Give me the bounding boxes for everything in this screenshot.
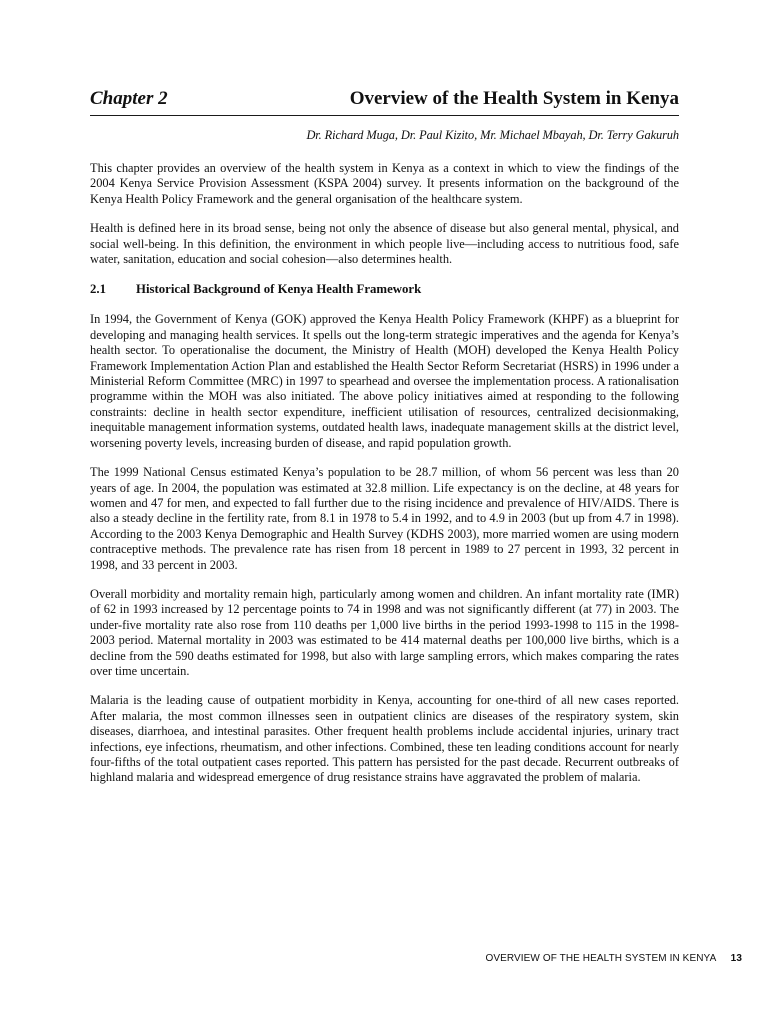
chapter-label: Chapter 2 [90, 88, 168, 109]
running-footer-title: OVERVIEW OF THE HEALTH SYSTEM IN KENYA [485, 953, 716, 964]
section-number: 2.1 [90, 282, 106, 297]
document-page [90, 88, 679, 786]
page-footer [0, 953, 742, 964]
body-paragraph: Overall morbidity and mortality remain high, particularly among women and children. An infant mortality rate (IMR) of 62 in 1993 increased by 12 percentage points to 74 in 1998 and was not significantly different (at 77) in 2003. The under-five mortality rate also rose from 110 deaths per 1,000 live births in the period 1993-1998 to 115 in the 1998-2003 period. Maternal mortality in 2003 was estimated to be 414 maternal deaths per 100,000 live births, which is a decline from the 590 deaths estimated for 1998, but also with large sampling errors, which makes comparing the rates over time uncertain. [90, 586, 679, 678]
author-list: Dr. Richard Muga, Dr. Paul Kizito, Mr. Michael Mbayah, Dr. Terry Gakuruh [306, 128, 679, 142]
body-paragraph: The 1999 National Census estimated Kenya’s population to be 28.7 million, of whom 56 percent was less than 20 years of age. In 2004, the population was estimated at 32.8 million. Life expectancy is on the decline, at 48 years for women and 47 for men, and expected to fall further due to the rising incidence and prevalence of HIV/AIDS. There is also a steady decline in the fertility rate, from 8.1 in 1978 to 5.4 in 1992, and to 4.9 in 2003 (but up from 4.7 in 1998). According to the 2003 Kenya Demographic and Health Survey (KDHS 2003), more married women are using modern contraceptive methods. The prevalence rate has risen from 18 percent in 1989 to 27 percent in 1993, 32 percent in 1998, and 33 percent in 2003. [90, 465, 679, 572]
chapter-header [90, 88, 679, 116]
page-number: 13 [730, 953, 742, 964]
section-title: Historical Background of Kenya Health Framework [136, 282, 422, 297]
intro-paragraph: Health is defined here in its broad sense, being not only the absence of disease but also general mental, physical, and social well-being. In this definition, the environment in which people live—including access to nutritious food, safe water, sanitation, education and social cohesion—also determines health. [90, 221, 679, 267]
body-paragraph: Malaria is the leading cause of outpatient morbidity in Kenya, accounting for one-third of all new cases reported. After malaria, the most common illnesses seen in outpatient clinics are diseases of the respiratory system, skin diseases, diarrhoea, and intestinal parasites. Other frequent health problems include accidental injuries, urinary tract infections, eye infections, rheumatism, and other infections. Combined, these ten leading conditions account for nearly four-fifths of the total outpatient cases reported. This pattern has persisted for the past decade. Recurrent outbreaks of highland malaria and widespread emergence of drug resistance strains have aggravated the problem of malaria. [90, 693, 679, 785]
section-heading [90, 281, 679, 297]
intro-paragraph: This chapter provides an overview of the health system in Kenya as a context in which to view the findings of the 2004 Kenya Service Provision Assessment (KSPA 2004) survey. It presents information on the background of the Kenya Health Policy Framework and the general organisation of the healthcare system. [90, 161, 679, 206]
chapter-title: Overview of the Health System in Kenya [349, 88, 679, 109]
body-paragraph: In 1994, the Government of Kenya (GOK) approved the Kenya Health Policy Framework (KHPF) as a blueprint for developing and managing health services. It spells out the long-term strategic imperatives and the agenda for Kenya’s health sector. To operationalise the document, the Ministry of Health (MOH) developed the Kenya Health Policy Framework Implementation Action Plan and established the Health Sector Reform Secretariat (HSRS) in 1996 under a Ministerial Reform Committee (MRC) in 1997 to spearhead and oversee the implementation process. A rationalisation programme within the MOH was also initiated. The above policy initiatives aimed at responding to the following constraints: decline in health sector expenditure, inefficient utilisation of resources, centralized decisionmaking, inequitable management information systems, outdated health laws, inadequate management skills at the district level, worsening poverty levels, increasing burden of disease, and rapid population growth. [90, 312, 679, 450]
